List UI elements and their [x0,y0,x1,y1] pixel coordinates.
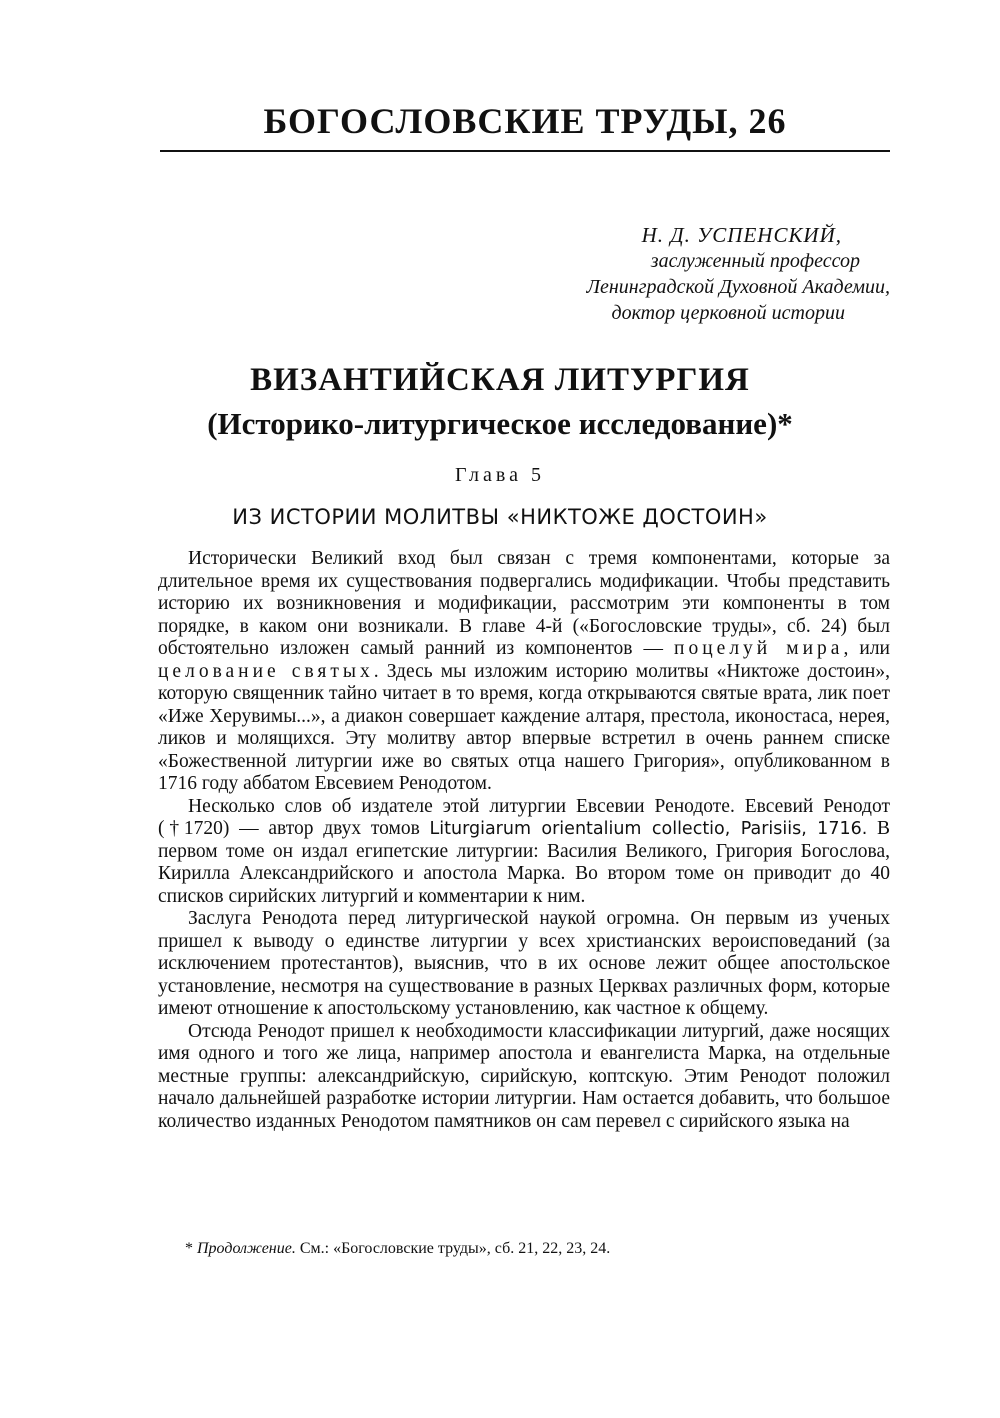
paragraph-2-text-c: В первом томе он издал египетские литургии: Василия Великого, Григория Богослова, Кирилла Александрийского и апостола Марка. Во втором томе он приводит до 40 списков сирийских литургий и комментарии к ним. [158,818,891,907]
author-affiliation: Ленинградской Духовной Академии, [586,276,890,298]
header-rule [160,150,890,152]
chapter-heading: Глава 5 [455,464,545,486]
author-block [586,222,890,326]
section-title: ИЗ ИСТОРИИ МОЛИТВЫ «НИКТОЖЕ ДОСТОИН» [232,505,768,529]
author-degree: доктор церковной истории [611,302,845,324]
article-title: ВИЗАНТИЙСКАЯ ЛИТУРГИЯ [250,362,750,398]
paragraph-3: Заслуга Ренодота перед литургической наукой огромна. Он первым из ученых пришел к выводу о единстве литургии у всех христианских вероисповеданий (за исключением протестантов), выяснив, что в их основе лежит общее апостольское установление, несмотря на существование в разных Церквах различных форм, которые имеют отношение к апостольскому установлению, как частное к общему. [158,908,890,1019]
paragraph-1-text-e: . Здесь мы изложим историю молитвы «Никтоже достоин», которую священник тайно читает в то время, когда открываются святые врата, лик поет «Иже Херувимы...», а диакон совершает каждение алтаря, престола, иконостаса, нерея, ликов и молящихся. Эту молитву автор впервые встретил в очень раннем списке «Божественной литургии иже во святых отца нашего Григория», опубликованном в 1716 году аббатом Евсевием Ренодотом. [158,660,890,794]
author-title: заслуженный профессор [650,250,860,272]
paragraph-2-text-a: Несколько слов об издателе этой литургии Евсевии Ренодоте. Евсевий Ренодот (†1720) — автор двух томов [158,795,890,839]
spaced-term-kissing-holy: целование святых [158,660,374,682]
latin-book-title: Liturgiarum orientalium collectio, Parisiis, 1716. [429,819,868,839]
paragraph-4: Отсюда Ренодот пришел к необходимости классификации литургий, даже носящих имя одного и того же лица, например апостола и евангелиста Марка, на отдельные местные группы: александрийскую, сирийскую, коптскую. Этим Ренодот положил начало дальнейшей разработке истории литургии. Нам остается добавить, что большое количество изданных Ренодотом памятников он сам перевел с сирийского языка на [158,1020,890,1132]
footnote [185,1240,610,1258]
spaced-term-kiss-of-peace: поцелуй мира [674,638,844,659]
article-subtitle: (Историко-литургическое исследование)* [207,406,793,441]
footnote-lead: Продолжение. [197,1240,296,1257]
journal-title: БОГОСЛОВСКИЕ ТРУДЫ, 26 [263,101,787,141]
paragraph-1-text-a: Исторически Великий вход был связан с тремя компонентами, которые за длительное время их существования подвергались модификации. Чтобы представить историю их возникновения и модификации, рассмотрим эти компоненты в том порядке, в каком они возникали. В главе 4-й («Богословские труды», сб. 24) был обстоятельно изложен самый ранний из компонентов — [158,548,890,659]
paragraph-1 [158,548,890,796]
footnote-marker: * [185,1240,197,1257]
article-body [158,548,890,1133]
author-name: Н. Д. УСПЕНСКИЙ, [641,223,842,247]
footnote-text: См.: «Богословские труды», сб. 21, 22, 23, 24. [295,1240,611,1257]
paragraph-1-text-c: , или [843,638,890,659]
paragraph-2 [158,796,890,909]
